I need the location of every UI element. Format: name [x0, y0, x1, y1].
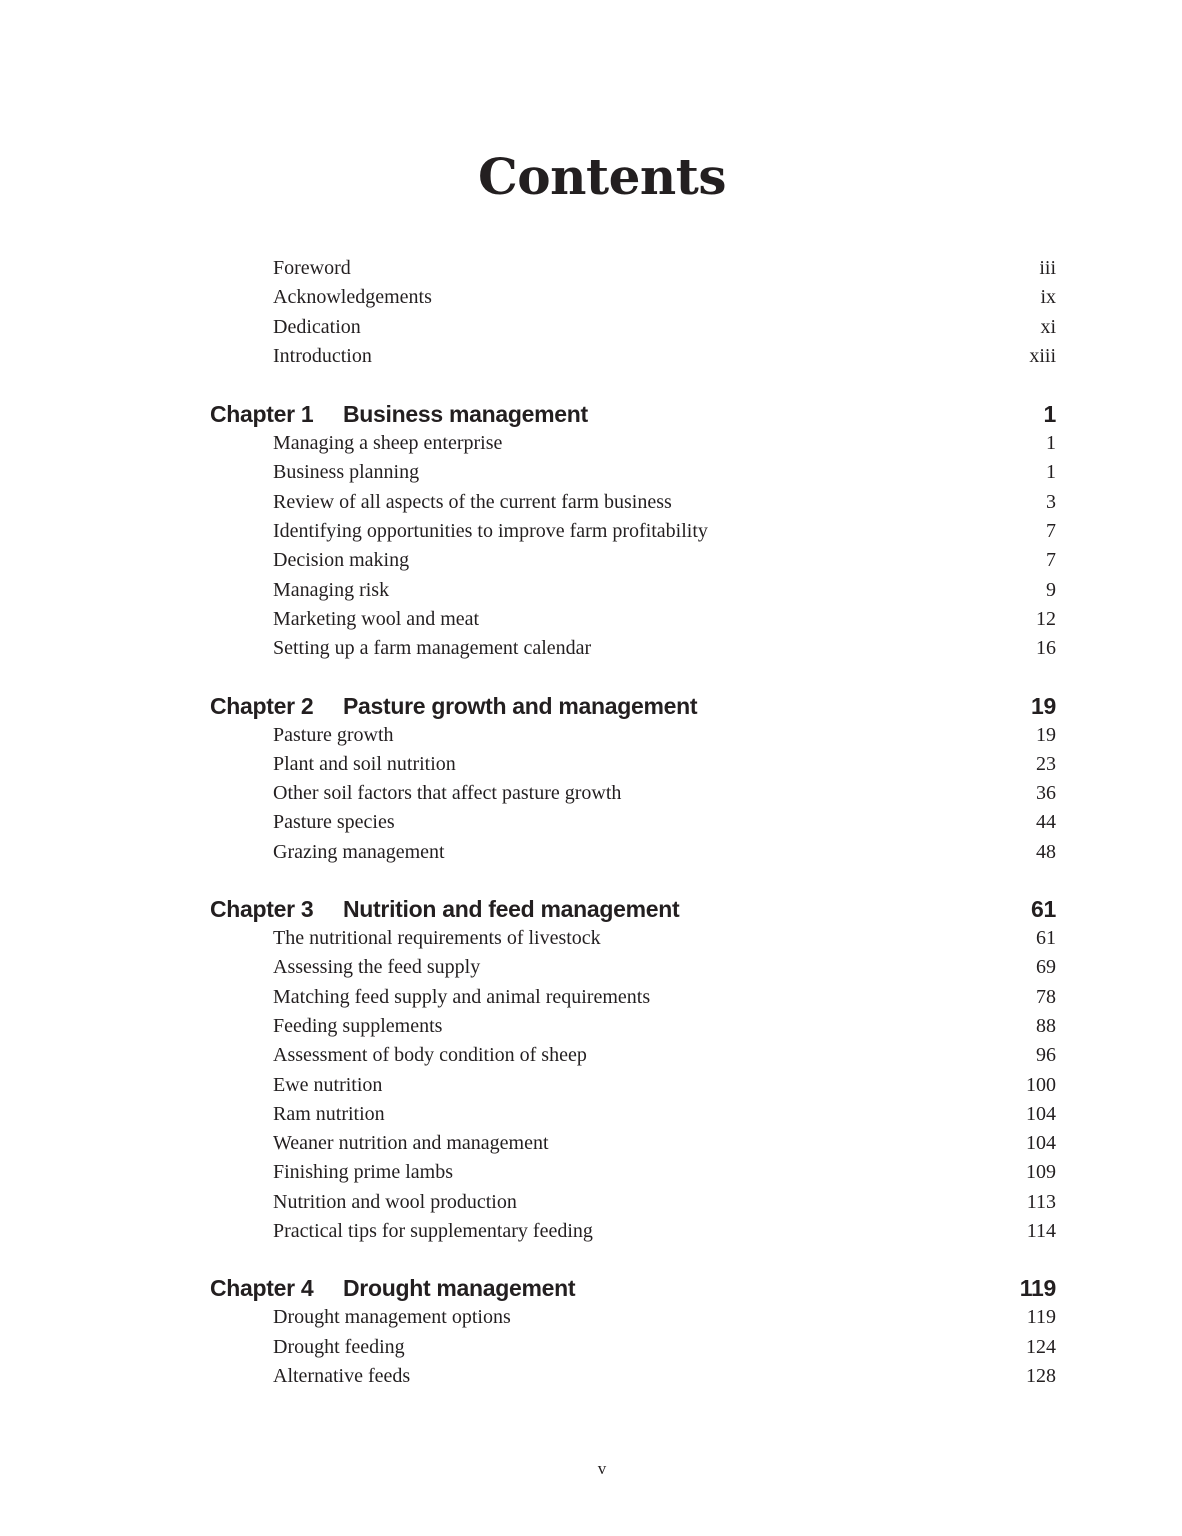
entry-title: Assessing the feed supply: [273, 956, 481, 979]
section-entry[interactable]: [210, 779, 1056, 808]
front-matter-entry[interactable]: [210, 313, 1056, 342]
entry-page-number: 1: [1046, 461, 1056, 484]
entry-page-number: 19: [1036, 723, 1056, 746]
entry-title: Business planning: [273, 461, 420, 484]
entry-title: Review of all aspects of the current farm business: [273, 490, 672, 513]
entry-page-number: 36: [1036, 782, 1056, 805]
entry-page-number: 3: [1046, 490, 1056, 513]
entry-title: Identifying opportunities to improve farm profitability: [273, 520, 708, 543]
section-entry[interactable]: [210, 429, 1056, 458]
entry-page-number: ix: [1040, 286, 1056, 309]
section-entry[interactable]: [210, 605, 1056, 634]
chapter-page-number: 119: [1019, 1275, 1056, 1302]
chapter-heading-text: [210, 691, 697, 721]
section-entry[interactable]: [210, 1071, 1056, 1100]
entry-title: Managing risk: [273, 578, 390, 601]
section-entry[interactable]: [210, 576, 1056, 605]
chapter-number: Chapter 2: [210, 692, 314, 719]
section-entry[interactable]: [210, 546, 1056, 575]
chapter-heading[interactable]: [210, 1273, 1056, 1303]
chapter-heading[interactable]: [210, 894, 1056, 924]
chapter-page-number: 1: [1043, 401, 1056, 428]
entry-title: Plant and soil nutrition: [273, 752, 456, 775]
chapter-title: Nutrition and feed management: [343, 896, 680, 923]
entry-page-number: 1: [1046, 432, 1056, 455]
entry-title: Grazing management: [273, 840, 445, 863]
entry-page-number: xiii: [1029, 344, 1056, 367]
entry-title: Marketing wool and meat: [273, 607, 480, 630]
entry-page-number: 48: [1036, 840, 1056, 863]
entry-page-number: 9: [1046, 578, 1056, 601]
section-entry[interactable]: [210, 1303, 1056, 1332]
entry-page-number: 119: [1026, 1306, 1056, 1329]
chapter-number: Chapter 1: [210, 401, 314, 428]
entry-title: The nutritional requirements of livestock: [273, 927, 601, 950]
chapter-heading[interactable]: [210, 399, 1056, 429]
front-matter-entry[interactable]: [210, 342, 1056, 371]
entry-page-number: 114: [1026, 1220, 1056, 1243]
section-entry[interactable]: [210, 1158, 1056, 1187]
chapter-title: Business management: [343, 401, 588, 428]
front-matter-entry[interactable]: [210, 254, 1056, 283]
section-spacer: [210, 867, 1056, 894]
section-entry[interactable]: [210, 1129, 1056, 1158]
chapter-title: Drought management: [343, 1275, 576, 1302]
chapter-heading-text: [210, 399, 588, 429]
chapter-heading-text: [210, 1273, 575, 1303]
section-entry[interactable]: [210, 983, 1056, 1012]
chapter-page-number: 19: [1031, 692, 1056, 719]
entry-page-number: xi: [1040, 315, 1056, 338]
entry-page-number: iii: [1039, 257, 1056, 279]
entry-page-number: 109: [1026, 1161, 1056, 1184]
entry-title: Pasture growth: [273, 723, 394, 746]
entry-title: Matching feed supply and animal requirements: [273, 985, 651, 1008]
entry-page-number: 100: [1026, 1073, 1056, 1096]
entry-title: Feeding supplements: [273, 1014, 443, 1037]
entry-page-number: 104: [1026, 1102, 1056, 1125]
section-entry[interactable]: [210, 488, 1056, 517]
entry-title: Practical tips for supplementary feeding: [273, 1220, 593, 1243]
entry-title: Finishing prime lambs: [273, 1161, 453, 1184]
page-number: v: [597, 1459, 607, 1478]
chapter-heading-text: [210, 894, 679, 924]
entry-title: Assessment of body condition of sheep: [273, 1044, 587, 1067]
entry-page-number: 44: [1036, 811, 1056, 834]
entry-page-number: 61: [1036, 927, 1056, 950]
entry-page-number: 104: [1026, 1132, 1056, 1155]
entry-title: Decision making: [273, 549, 410, 572]
entry-title: Managing a sheep enterprise: [273, 432, 503, 455]
entry-page-number: 113: [1026, 1190, 1056, 1213]
entry-title: Drought feeding: [273, 1335, 405, 1358]
entry-page-number: 88: [1036, 1014, 1056, 1037]
chapter-number: Chapter 4: [210, 1275, 314, 1302]
section-entry[interactable]: [210, 1217, 1056, 1246]
section-entry[interactable]: [210, 1362, 1056, 1391]
chapter-page-number: 61: [1031, 896, 1056, 923]
front-matter-entry[interactable]: [210, 283, 1056, 312]
section-spacer: [210, 371, 1056, 399]
entry-title: Ram nutrition: [273, 1102, 385, 1125]
section-entry[interactable]: [210, 721, 1056, 750]
entry-page-number: 78: [1036, 985, 1056, 1008]
entry-title: Other soil factors that affect pasture growth: [273, 782, 622, 805]
section-spacer: [210, 1246, 1056, 1273]
section-entry[interactable]: [210, 924, 1056, 953]
entry-title: Alternative feeds: [273, 1364, 411, 1387]
entry-title: Acknowledgements: [273, 286, 432, 309]
table-of-contents: [210, 254, 1056, 1391]
section-entry[interactable]: [210, 458, 1056, 487]
entry-page-number: 124: [1026, 1335, 1056, 1358]
entry-page-number: 23: [1036, 752, 1056, 775]
chapter-number: Chapter 3: [210, 896, 314, 923]
entry-page-number: 128: [1026, 1364, 1056, 1387]
entry-page-number: 96: [1036, 1044, 1056, 1067]
section-entry[interactable]: [210, 1188, 1056, 1217]
entry-title: Drought management options: [273, 1306, 511, 1329]
entry-page-number: 69: [1036, 956, 1056, 979]
entry-title: Introduction: [273, 344, 372, 367]
entry-title: Dedication: [273, 315, 361, 338]
section-entry[interactable]: [210, 1012, 1056, 1041]
entry-title: Ewe nutrition: [273, 1073, 383, 1096]
section-entry[interactable]: [210, 1041, 1056, 1070]
entry-title: Pasture species: [273, 811, 395, 834]
entry-page-number: 16: [1036, 637, 1056, 660]
chapter-title: Pasture growth and management: [343, 692, 698, 719]
section-entry[interactable]: [210, 1333, 1056, 1362]
section-entry[interactable]: [210, 517, 1056, 546]
section-entry[interactable]: [210, 808, 1056, 837]
section-entry[interactable]: [210, 953, 1056, 982]
section-entry[interactable]: [210, 1100, 1056, 1129]
entry-title: Setting up a farm management calendar: [273, 637, 592, 660]
entry-page-number: 7: [1046, 520, 1056, 543]
section-spacer: [210, 664, 1056, 691]
page-title: Contents: [477, 146, 726, 206]
entry-page-number: 7: [1046, 549, 1056, 572]
entry-title: Foreword: [273, 257, 351, 279]
entry-title: Weaner nutrition and management: [273, 1132, 549, 1155]
chapter-heading[interactable]: [210, 691, 1056, 721]
entry-page-number: 12: [1036, 607, 1056, 630]
section-entry[interactable]: [210, 750, 1056, 779]
entry-title: Nutrition and wool production: [273, 1190, 517, 1213]
section-entry[interactable]: [210, 634, 1056, 663]
section-entry[interactable]: [210, 838, 1056, 867]
